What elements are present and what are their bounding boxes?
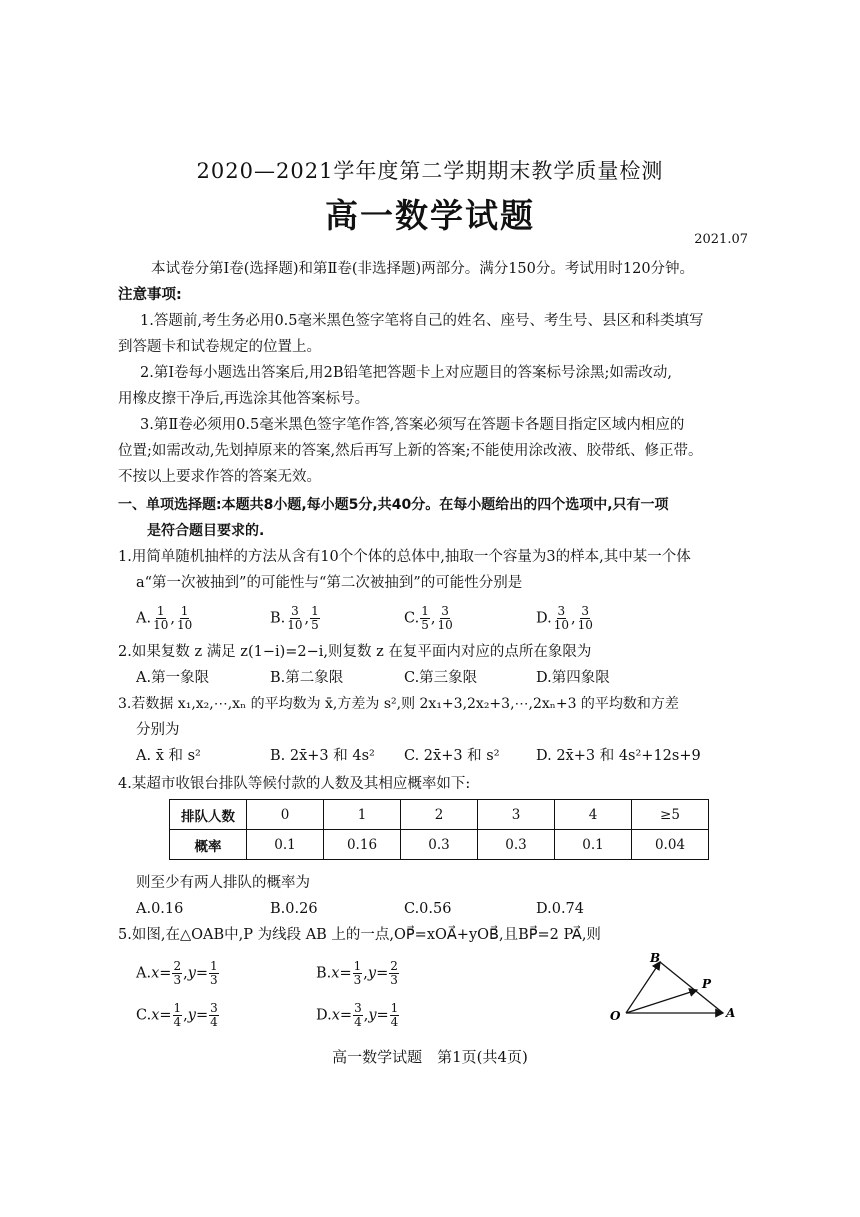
q1-option-b: B. $\frac{3}{10}$ , $\frac{1}{5}$: [270, 604, 319, 632]
page-footer: 高一数学试题 第1页(共4页): [332, 1048, 528, 1066]
q4-option-c: C.0.56: [404, 901, 452, 917]
q3-stem: 3.若数据 x₁,x₂,⋯,xₙ 的平均数为 x̄,方差为 s²,则 2x₁+3,2x₂+3,⋯,2xₙ+3 的平均数和方差: [118, 696, 679, 712]
table-cell: 0: [247, 800, 324, 830]
q1-option-c: C. $\frac{1}{5}$ , $\frac{3}{10}$: [404, 604, 453, 632]
q3-stem-cont: 分别为: [136, 722, 180, 738]
q4-stem: 4.某超市收银台排队等候付款的人数及其相应概率如下:: [118, 776, 471, 792]
note-line: 1.答题前,考生务必用0.5毫米黑色签字笔将自己的姓名、座号、考生号、县区和科类填写: [140, 313, 704, 329]
note-line: 位置;如需改动,先划掉原来的答案,然后再写上新的答案;不能使用涂改液、胶带纸、修正带。: [118, 443, 703, 459]
table-cell: ≥5: [632, 800, 709, 830]
table-cell: 排队人数: [170, 800, 247, 830]
table-cell: 概率: [170, 830, 247, 860]
exam-subtitle: 高一数学试题: [325, 196, 535, 235]
q3-option-b: B. 2x̄+3 和 4s²: [270, 748, 375, 764]
table-cell: 0.1: [247, 830, 324, 860]
q2-option-c: C.第三象限: [404, 670, 478, 686]
q3-option-d: D. 2x̄+3 和 4s²+12s+9: [536, 748, 701, 764]
q5-option-c: C.x= $\frac{1}{4}$ ,y= $\frac{3}{4}$: [136, 1001, 218, 1029]
label-p: P: [702, 977, 712, 991]
label-b: B: [650, 951, 661, 965]
q5-option-a: A.x= $\frac{2}{3}$ ,y= $\frac{1}{3}$: [136, 959, 218, 987]
note-line: 3.第Ⅱ卷必须用0.5毫米黑色签字笔作答,答案必须写在答题卡各题目指定区域内相应的: [140, 417, 685, 433]
label-a: A: [726, 1006, 736, 1020]
label-o: O: [610, 1009, 621, 1023]
q2-option-a: A.第一象限: [136, 670, 210, 686]
segment-ab: [660, 962, 723, 1013]
intro-text: 本试卷分第Ⅰ卷(选择题)和第Ⅱ卷(非选择题)两部分。满分150分。考试用时120分钟。: [151, 261, 695, 277]
q2-option-b: B.第二象限: [270, 670, 344, 686]
table-cell: 3: [478, 800, 555, 830]
q1-option-a: A. $\frac{1}{10}$ , $\frac{1}{10}$: [136, 604, 193, 632]
exam-date: 2021.07: [694, 232, 748, 247]
table-cell: 2: [401, 800, 478, 830]
q1-stem: 1.用简单随机抽样的方法从含有10个个体的总体中,抽取一个容量为3的样本,其中某一个体: [118, 549, 691, 565]
q4-option-b: B.0.26: [270, 901, 318, 917]
section-heading: 一、单项选择题:本题共8小题,每小题5分,共40分。在每小题给出的四个选项中,只有一项: [118, 497, 669, 513]
table-row: [170, 830, 709, 860]
q3-option-a: A. x̄ 和 s²: [136, 748, 201, 764]
vector-ob: [626, 962, 660, 1013]
note-line: 2.第Ⅰ卷每小题选出答案后,用2B铅笔把答题卡上对应题目的答案标号涂黑;如需改动,: [140, 365, 673, 381]
q4-option-a: A.0.16: [136, 901, 184, 917]
q1-option-d: D. $\frac{3}{10}$ , $\frac{3}{10}$: [536, 604, 593, 632]
triangle-oab-figure: [608, 950, 748, 1026]
note-line: 用橡皮擦干净后,再选涂其他答案标号。: [118, 391, 370, 407]
q4-table: [169, 799, 709, 860]
vector-op: [626, 990, 697, 1013]
table-cell: 0.1: [555, 830, 632, 860]
exam-title: 2020—2021学年度第二学期期末教学质量检测: [196, 159, 664, 183]
table-cell: 1: [324, 800, 401, 830]
q3-option-c: C. 2x̄+3 和 s²: [404, 748, 500, 764]
notes-heading: 注意事项:: [118, 287, 182, 303]
table-cell: 0.04: [632, 830, 709, 860]
note-line: 不按以上要求作答的答案无效。: [118, 469, 321, 485]
table-cell: 0.3: [478, 830, 555, 860]
q1-stem-cont: a“第一次被抽到”的可能性与“第二次被抽到”的可能性分别是: [136, 575, 523, 591]
q4-question: 则至少有两人排队的概率为: [136, 875, 310, 891]
q4-option-d: D.0.74: [536, 901, 585, 917]
table-cell: 0.3: [401, 830, 478, 860]
table-cell: 0.16: [324, 830, 401, 860]
table-cell: 4: [555, 800, 632, 830]
q2-option-d: D.第四象限: [536, 670, 610, 686]
table-row: [170, 800, 709, 830]
q2-stem: 2.如果复数 z 满足 z(1−i)=2−i,则复数 z 在复平面内对应的点所在象限为: [118, 644, 592, 660]
section-heading-cont: 是符合题目要求的.: [147, 523, 265, 539]
note-line: 到答题卡和试卷规定的位置上。: [118, 339, 321, 355]
q5-option-d: D.x= $\frac{3}{4}$ ,y= $\frac{1}{4}$: [316, 1001, 399, 1029]
q5-stem: 5.如图,在△OAB中,P 为线段 AB 上的一点,OP⃗=xOA⃗+yOB⃗,且BP⃗=2 PA⃗,则: [118, 927, 601, 943]
q5-option-b: B.x= $\frac{1}{3}$ ,y= $\frac{2}{3}$: [316, 959, 398, 987]
